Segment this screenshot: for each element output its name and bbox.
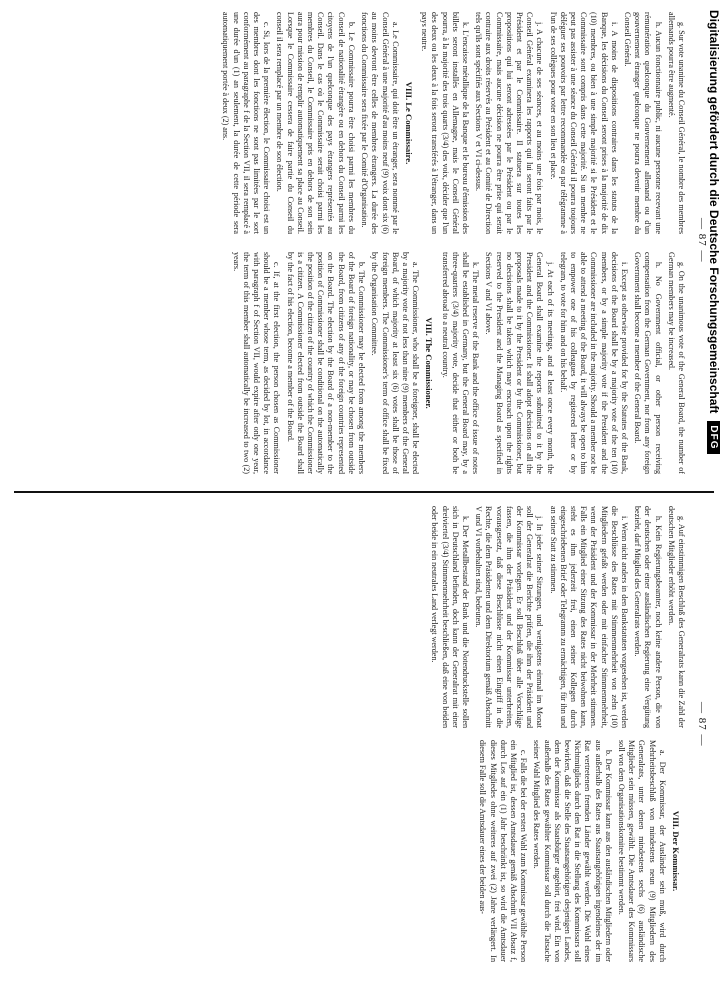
german-column-2	[474, 740, 686, 962]
page-gutter	[14, 491, 714, 493]
paragraph: b. Der Kommissar kann aus den ausländischen Mitgliedern oder aus außerhalb des Rates aus Staatsangehörigen irgendeines der im Rat vertretenen fremden Länder gewählt werden. Die Wahl eines Nichtmitglieds durch den Rat in die Stellung des Kommissars soll bewirken, daß die Stelle des Staatsangehörigen desjenigen Landes, dem der Kommissar als Staatsbürger angehört, frei wird. Ein von außerhalb des Rates gewählter Kommissar soll durch die Tatsache seiner Wahl Mitglied des Rates werden.	[532, 740, 613, 962]
german-column-1	[426, 506, 686, 728]
section-heading: VIII. The Commissioner.	[424, 317, 435, 409]
paragraph: h. No Government official, or other person receiving compensation from the German Government, nor from any foreign Government shall become a member of the General Board.	[633, 252, 663, 474]
paragraph: j. At each of its meetings, and at least once every month, the General Board shall examine the reports submitted to it by the President and the Commissioner. It shall adopt decisions on all the proposals made to it by the President or by the Commissioner, but no decisions shall be taken which may encroach upon the rights reserved to the President and the Managing Board as specified in Sections V and VI above.	[484, 252, 555, 474]
paragraph: h. Kein Regierungsbeamter, noch keine andere Person, die von der deutschen oder einer ausländischen Regierung eine Vergütung bezieht, darf Mitglied des Generalrats werden.	[633, 506, 663, 728]
rotated-scan-page	[14, 8, 714, 968]
right-page	[14, 502, 714, 968]
paragraph: h. Aucun fonctionnaire public, ni aucune personne recevant une rémunération quelconque du Gouvernement allemand ou d'un gouvernement étranger quelconque ne pourra devenir membre du Conseil Général.	[622, 12, 663, 234]
paragraph: j. A chacune de ses séances, et au moins une fois par mois, le Conseil Général examinera les rapports qui lui seront faits par le Président et par le Commissaire. Il statuera sur toutes les propositions qui lui seront adressées par le Président ou par le Commissaire, mais aucune décision ne pourra être prise qui serait contraire aux droits réservés au Président et au Comité de Direction tels qu'ils sont spécifiés aux Sections V et VI ci-dessus.	[474, 12, 545, 234]
paragraph: c. Falls die bei der ersten Wahl zum Kommissar gewählte Person ein Mitglied ist, dessen Amtsdauer gemäß Abschnitt VII Absatz f, durch Los auf ein (1) Jahr beschränkt ist, so wird die Amtsdauer dieses Mitgliedes ohne weiteres auf zwei (2) Jahre verlängert. In diesem Falle soll die Amtsdauer eines der beiden aus-	[478, 740, 529, 962]
paragraph: b. The Commissioner may be elected from among the members of the Board of foreign nationality, or may be chosen from outside the Board, from citizens of any of the foreign countries represented on the Board. The election by the Board of a non-member to the position of Commissioner shall be conditional on the automatically the position of the citizen of the country of which the Commissioner is a citizen. A Commissioner elected from outside the Board shall by the fact of his election, become a member of the Board.	[285, 252, 367, 474]
paragraph: k. The metal reserve of the Bank and the office of issue of notes shall be established in Germany, but the General Board may, by a three-quarters (3/4) majority vote, decide that either or both be transferred abroad to a neutral country.	[440, 252, 481, 474]
paragraph: a. Der Kommissar, der Ausländer sein muß, wird durch Mehrheitsbeschluß von mindestens neun (9) Mitgliedern des Generalrats, unter denen mindestens sechs (6) ausländische Mitglieder sein müssen, gewählt. Die Amtsdauer des Kommissars soll von dem Organisationskomitee bestimmt werden.	[616, 740, 667, 962]
paragraph: a. Le Commissaire, qui doit être un étranger, sera nommé par le Conseil Général à une majorité d'au moins neuf (9) voix dont six (6) au moins devront être celles de membres étrangers. La durée des fonctions du Commissaire sera fixée par le Comité d'Organisation.	[360, 12, 400, 234]
paragraph: c. If, at the first election, the person chosen as Commissioner should be a member whose term, as decided by lot, in accordance with paragraph f of Section VII, would expire after only one year, the term of this member shall automatically be increased to two (2) years.	[231, 252, 282, 474]
section-heading: VIII. Le Commissaire.	[403, 81, 414, 165]
paragraph: b. Le Commissaire pourra être choisi parmi les membres du Conseil de nationalité étrangère ou en dehors du Conseil parmi les citoyens de l'un quelconque des pays étrangers représentés au Conseil. Dans le cas où le Commissaire serait choisi parmi les membres du Conseil, le Commissaire pris en dehors de son sein aura pour mission de remplir automatiquement sa place au Conseil. Lorsque le Commissaire cessera de faire partie du Conseil du conseil il sera remplacé par un membre de son élection.	[275, 12, 356, 234]
page-number: — 87 —	[696, 702, 708, 747]
digitization-watermark	[702, 10, 726, 1000]
french-column	[217, 12, 686, 234]
paragraph: c. Si, lors de la première élection, le Commissaire choisi est un des membres dont les fonctions ne sont pas limitées par le sort conformément au paragraphe f de la Section VII, il sera remplacé à une durée d'un (1) an seulement, la durée de cette période sera automatiquement portée à deux (2) ans.	[221, 12, 272, 234]
section-heading: VIII. Der Kommissar.	[671, 810, 681, 892]
paragraph: g. On the unanimous vote of the General Board, the number of German members may be increased.	[666, 252, 686, 474]
paragraph: g. Sur vote unanime du Conseil Général, le nombre des membres allemands pourra être augmenté.	[666, 12, 686, 234]
paragraph: j. In jeder seiner Sitzungen, und wenigstens einmal im Monat soll der Generalrat die Berichte prüfen, die ihm der Präsident und der Kommissar vorlegen. Er soll Beschluß über alle Vorschläge fassen, die ihm der Präsident und der Kommissar unterbreiten, vorausgesetzt, daß diese Beschlüsse nicht einen Eingriff in die Rechte, die dem Präsidenten und dem Direktorium gemäß Abschnitt V und VI vorbehalten sind, bedeuten.	[474, 506, 545, 728]
watermark-text: Digitalisierung gefördert durch die Deutsche Forschungsgemeinschaft	[707, 10, 721, 414]
dfg-logo: DFG	[708, 421, 721, 453]
paragraph: g. Auf einstimmigen Beschluß des Generalrats kann die Zahl der deutschen Mitglieder erhöht werden.	[666, 506, 686, 728]
english-column	[227, 252, 686, 474]
paragraph: i. Wenn nicht anders in den Bankstatuten vorgesehen ist, werden die Beschlüsse des Rates mit Stimmenmehrheit von zehn (10) Mitgliedern gefaßt werden oder mit einfacher Stimmenmehrheit, wenn der Präsident und der Kommissar in der Mehrheit stimmen. Falls ein Mitglied einer Sitzung des Rates nicht beiwohnen kann, steht es ihm jederzeit frei, einen seiner Kollegen durch eingeschriebenen Brief oder Telegramm zu ermächtigen, für ihn und an seiner Statt zu stimmen.	[548, 506, 629, 728]
paragraph: i. A moins de dispositions contraires dans les statuts de la Banque, les décisions du Conseil seront prises à la majorité de dix (10) membres, ou bien à une simple majorité si le Président et le Commissaire sont compris dans cette majorité. Si un membre ne peut pas assister à une séance du Conseil Général il pourra toujours déléguer ses pouvoirs par lettre recommandée ou par télégramme à l'un de ses collègues pour voter en son lieu et place.	[548, 12, 619, 234]
paragraph: i. Except as otherwise provided for by the Statutes of the Bank, decisions of the Board shall be by a majority vote of the ten (10) members, or by a simple majority vote if the President and the Commissioner are included in the majority. Should a member not be able to attend a meeting of the Board, it will always be open to him to empower one of his colleagues by registered letter or by telegram, to vote for him and on his behalf.	[558, 252, 629, 474]
paragraph: k. L'encaisse métallique de la Banque et le bureau d'émission des billets seront installés en Allemagne, mais le Conseil Général pourra, à la majorité des trois quarts (3/4) des voix, décider que l'un des deux ou les deux à la fois seront transférés à l'étranger, dans un pays neutre.	[420, 12, 470, 234]
page-number: — 87 —	[696, 218, 708, 263]
paragraph: a. The Commissioner, who shall be a foreigner, shall be elected by a majority vote of not less than nine (9) members of the General Board, of which majority at least six (6) votes shall be those of foreign members. The Commissioner's term of office shall be fixed by the Organisation Committee.	[370, 252, 421, 474]
paragraph: k. Der Metallbestand der Bank und die Notendruckstelle sollen sich in Deutschland befinden, doch kann der Generalrat mit einer dreiviertel (3/4) Stimmenmehrheit beschließen, daß eine von beiden oder beide in ein neutrales Land verlegt werden.	[430, 506, 470, 728]
left-page	[14, 8, 714, 486]
